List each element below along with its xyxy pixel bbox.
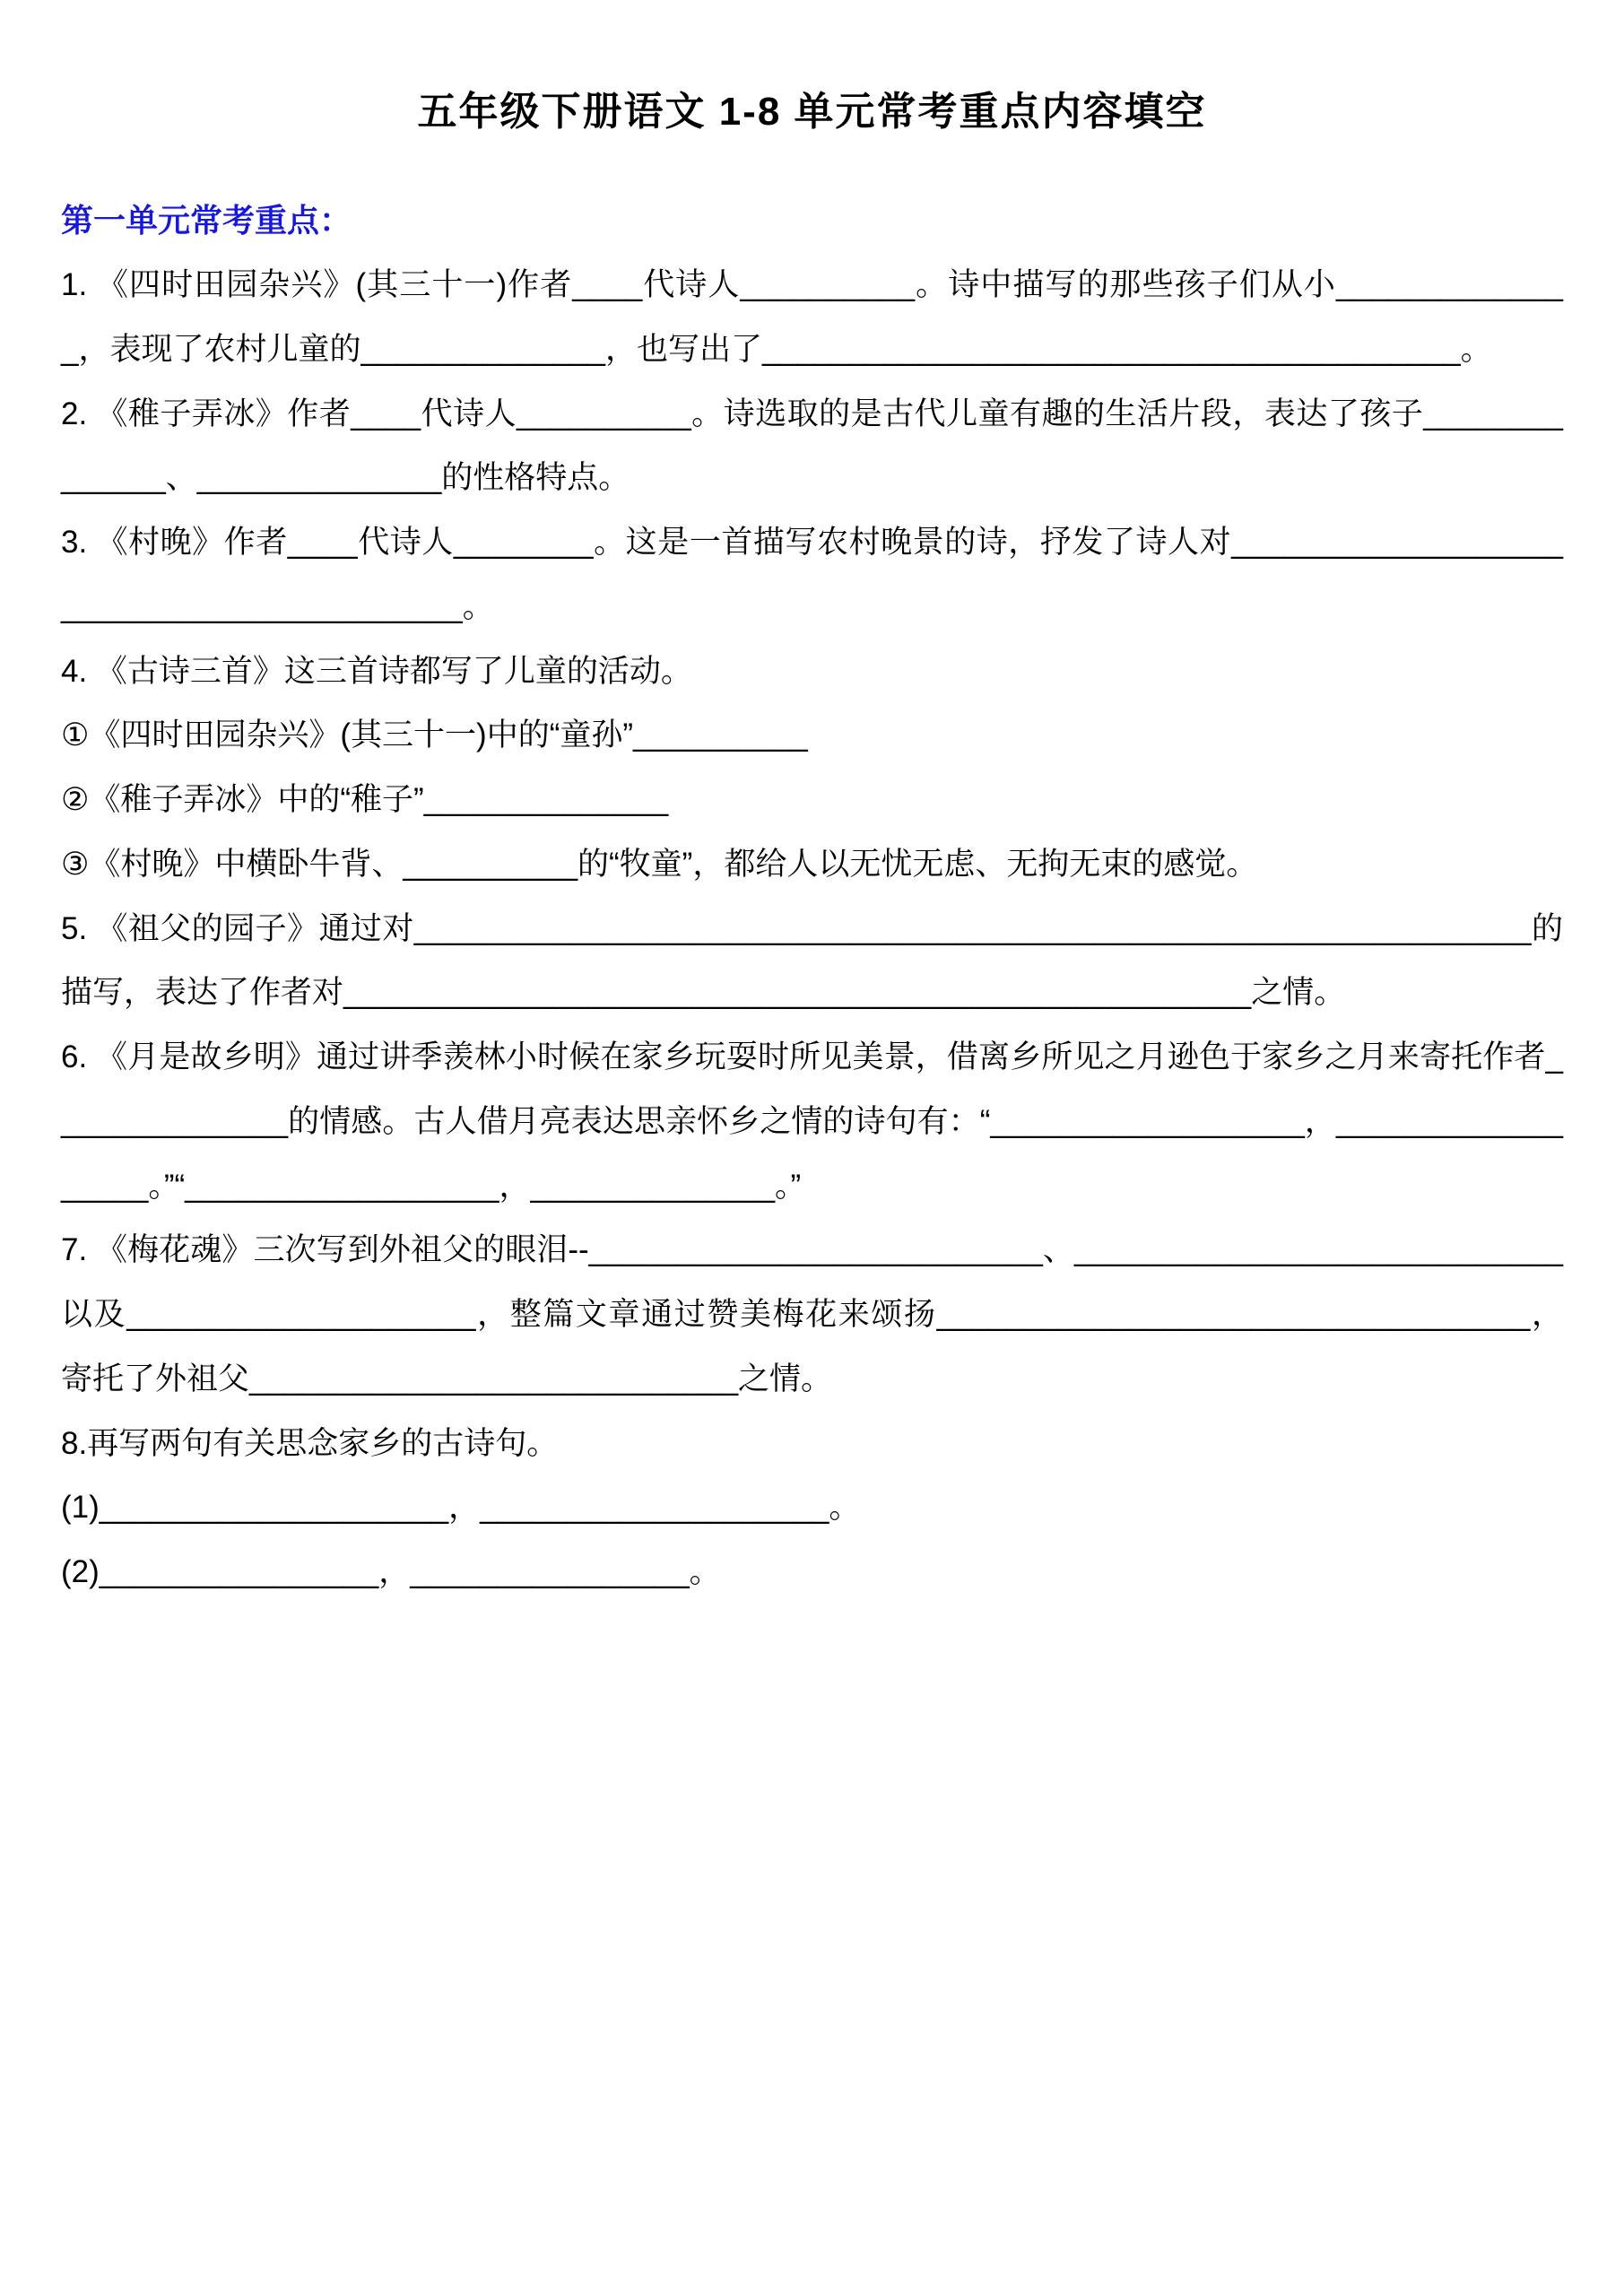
question-8-line-2: (2)________________，________________。 [61, 1554, 721, 1589]
question-1: 1. 《四时田园杂兴》(其三十一)作者____代诗人__________。诗中描写的那些孩子们从小______________，表现了农村儿童的______________，也写出了________________________________________。 [61, 267, 1563, 367]
question-5: 5. 《祖父的园子》通过对________________________________________________________________的描写，表达了作者对____________________________________________________之情。 [61, 910, 1563, 1011]
section-heading: 第一单元常考重点： [61, 202, 352, 239]
question-3: 3. 《村晚》作者____代诗人________。这是一首描写农村晚景的诗，抒发了诗人对__________________________________________。 [61, 525, 1563, 624]
question-4-sub-3: ③《村晚》中横卧牛背、__________的“牧童”，都给人以无忧无虑、无拘无束的感觉。 [61, 846, 1258, 882]
question-4-sub-1: ①《四时田园杂兴》(其三十一)中的“童孙”__________ [61, 718, 808, 753]
question-8: 8.再写两句有关思念家乡的古诗句。 [61, 1425, 559, 1461]
question-8-line-1: (1)____________________，____________________。 [61, 1490, 861, 1526]
page-title: 五年级下册语文 1-8 单元常考重点内容填空 [417, 90, 1207, 134]
question-7: 7. 《梅花魂》三次写到外祖父的眼泪--__________________________、____________________________以及____________________，整篇文章通过赞美梅花来颂扬__________________________________，寄托了外祖父____________________________之情。 [61, 1232, 1563, 1396]
question-2: 2. 《稚子弄冰》作者____代诗人__________。诗选取的是古代儿童有趣的生活片段，表达了孩子______________、______________的性格特点。 [61, 396, 1563, 496]
question-4: 4. 《古诗三首》这三首诗都写了儿童的活动。 [61, 653, 692, 689]
question-6: 6. 《月是故乡明》通过讲季羡林小时候在家乡玩耍时所见美景，借离乡所见之月逊色于家乡之月来寄托作者______________的情感。古人借月亮表达思亲怀乡之情的诗句有：“__________________，__________________。”“__________________，______________。” [61, 1039, 1563, 1204]
question-4-sub-2: ②《稚子弄冰》中的“稚子”______________ [61, 782, 669, 817]
